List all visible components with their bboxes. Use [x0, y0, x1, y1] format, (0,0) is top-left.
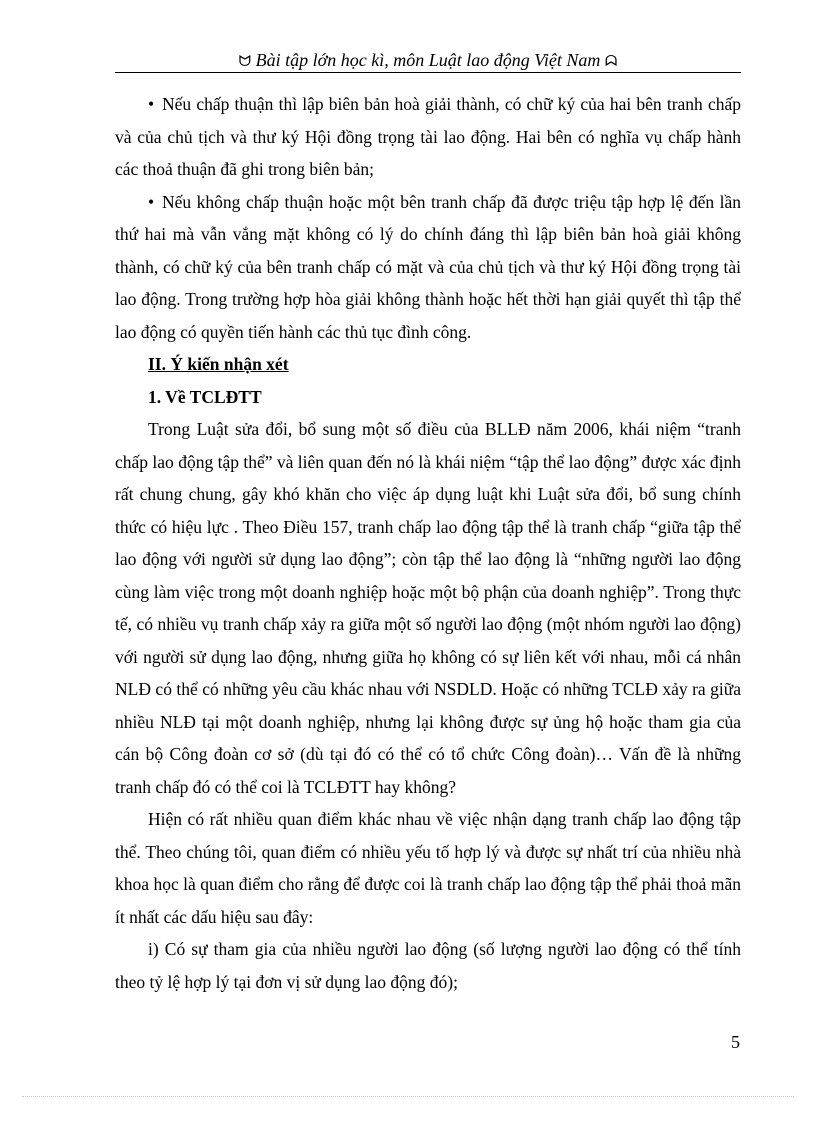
ornament-left-icon: ᗢ	[238, 54, 252, 70]
subsection-heading: 1. Về TCLĐTT	[148, 386, 262, 407]
bullet-text: Nếu chấp thuận thì lập biên bản hoà giải thành, có chữ ký của hai bên tranh chấp và của chủ tịch và thư ký Hội đồng trọng tài lao động. Hai bên có nghĩa vụ chấp hành các thoả thuận đã ghi trong biên bản;	[115, 94, 741, 179]
bullet-paragraph	[115, 88, 741, 186]
body-paragraph: Trong Luật sửa đổi, bổ sung một số điều của BLLĐ năm 2006, khái niệm “tranh chấp lao động tập thể” và liên quan đến nó là khái niệm “tập thể lao động” được xác định rất chung chung, gây khó khăn cho việc áp dụng luật khi Luật sửa đổi, bổ sung chính thức có hiệu lực . Theo Điều 157, tranh chấp lao động tập thể là tranh chấp “giữa tập thể lao động với người sử dụng lao động”; còn tập thể lao động là “những người lao động cùng làm việc trong một doanh nghiệp hoặc một bộ phận của doanh nghiệp”. Trong thực tế, có nhiều vụ tranh chấp xảy ra giữa một số người lao động (một nhóm người lao động) với người sử dụng lao động, nhưng giữa họ không có sự liên kết với nhau, mỗi cá nhân NLĐ có thể có những yêu cầu khác nhau với NSDLD. Hoặc có những TCLĐ xảy ra giữa nhiều NLĐ tại một doanh nghiệp, nhưng lại không được sự ủng hộ hoặc tham gia của cán bộ Công đoàn cơ sở (dù tại đó có thể có tổ chức Công đoàn)… Vấn đề là những tranh chấp đó có thể coi là TCLĐTT hay không?	[115, 419, 741, 797]
bullet-text: Nếu không chấp thuận hoặc một bên tranh chấp đã được triệu tập hợp lệ đến lần thứ hai mà vẫn vắng mặt không có lý do chính đáng thì lập biên bản hoà giải không thành, có chữ ký của bên tranh chấp có mặt và của chủ tịch và thư ký Hội đồng trọng tài lao động. Trong trường hợp hòa giải không thành hoặc hết thời hạn giải quyết thì tập thể lao động có quyền tiến hành các thủ tục đình công.	[115, 191, 741, 342]
running-header	[115, 48, 741, 72]
page-body	[115, 88, 741, 998]
section-heading-text: II. Ý kiến nhận xét	[148, 354, 289, 374]
bullet-icon: •	[148, 191, 155, 212]
bullet-icon: •	[148, 94, 155, 114]
header-divider	[115, 72, 741, 73]
header-title: Bài tập lớn học kì, môn Luật lao động Việt Nam	[255, 50, 601, 70]
section-heading	[115, 348, 741, 381]
page-bottom-divider	[22, 1096, 794, 1097]
bullet-paragraph	[115, 186, 741, 349]
page-number: 5	[731, 1032, 740, 1052]
body-paragraph: i) Có sự tham gia của nhiều người lao động (số lượng người lao động có thể tính theo tỷ lệ hợp lý tại đơn vị sử dụng lao động đó);	[115, 939, 741, 992]
ornament-right-icon: ᗣ	[604, 54, 618, 70]
body-paragraph: Hiện có rất nhiều quan điểm khác nhau về việc nhận dạng tranh chấp lao động tập thể. Theo chúng tôi, quan điểm có nhiều yếu tố hợp lý và được sự nhất trí của nhiều nhà khoa học là quan điểm cho rằng để được coi là tranh chấp lao động tập thể phải thoả mãn ít nhất các dấu hiệu sau đây:	[115, 809, 741, 927]
